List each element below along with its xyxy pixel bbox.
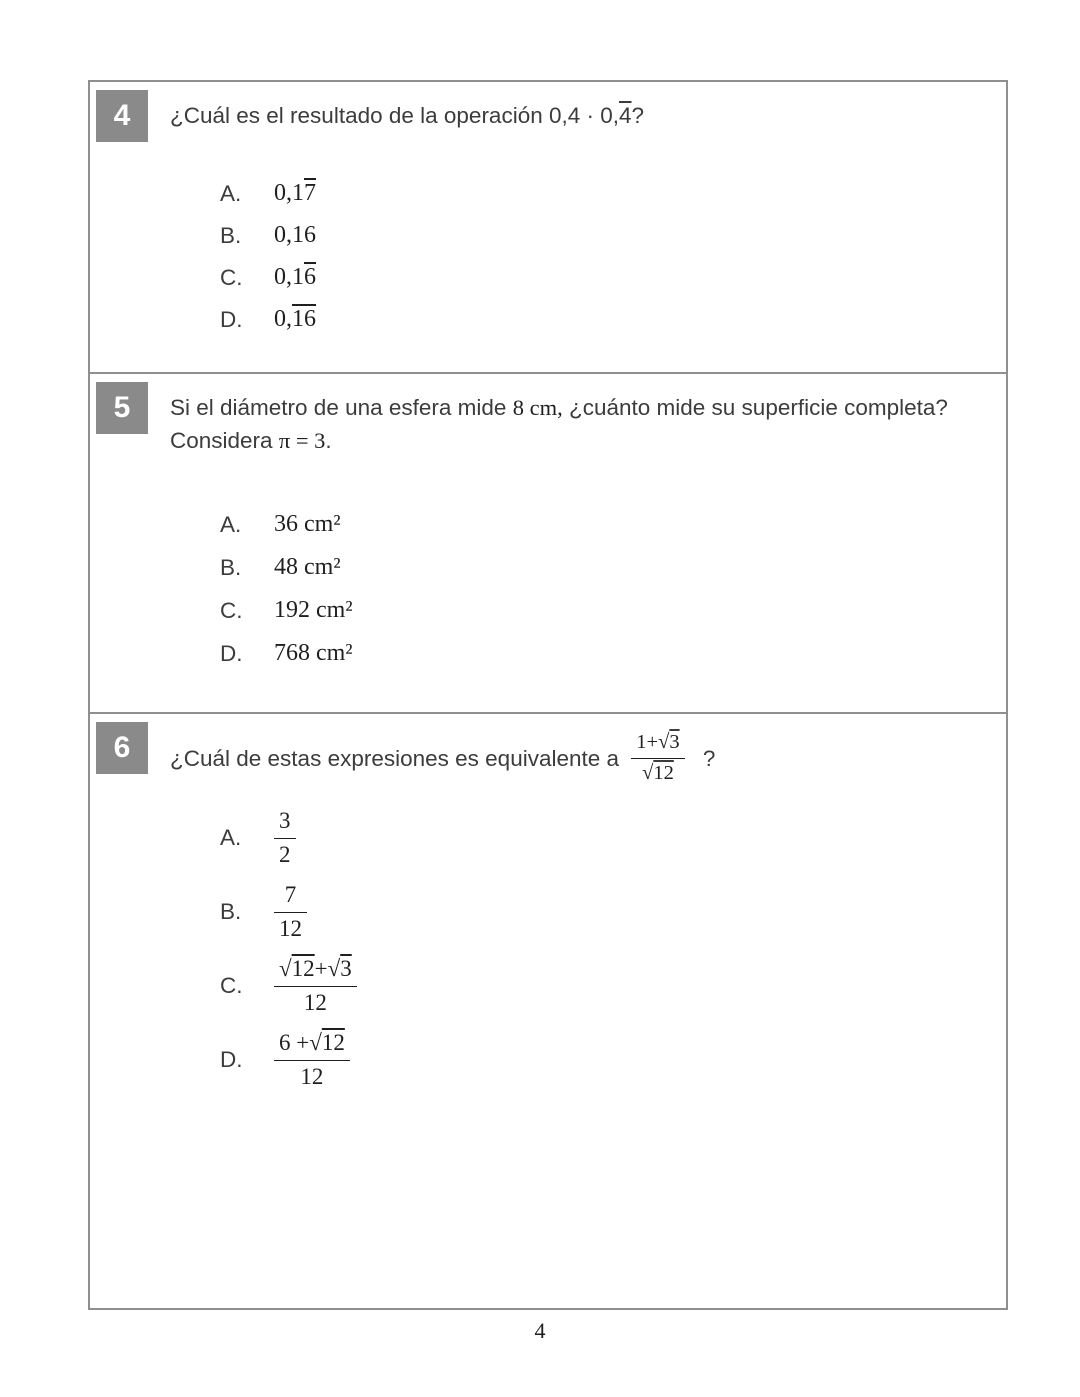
- questions-box: [88, 80, 1008, 1310]
- option-label: A.: [220, 180, 242, 206]
- option-label: D.: [220, 640, 243, 666]
- denominator-text: 12: [300, 1063, 324, 1089]
- option-row: [220, 546, 950, 589]
- question-6-options: [220, 806, 950, 1092]
- stem-text-end: ?: [631, 103, 645, 128]
- denominator-text: 2: [279, 841, 291, 867]
- question-4-content: [90, 82, 1006, 341]
- option-row: [220, 589, 950, 632]
- question-5-number-badge: 5: [96, 382, 148, 434]
- fraction-numerator: [274, 807, 296, 838]
- option-row: [220, 503, 950, 546]
- option-value: 48 cm²: [274, 554, 341, 581]
- option-label: C.: [220, 264, 243, 290]
- stem-text: ¿Cuál es el resultado de la operación 0,4 · 0,: [170, 103, 620, 128]
- question-4-section: [90, 82, 1006, 372]
- question-4-stem: [170, 100, 950, 133]
- option-label: B.: [220, 222, 242, 248]
- fraction-denominator: [274, 838, 296, 870]
- value-text: 0,1: [274, 180, 304, 207]
- denominator-text: √: [642, 761, 654, 784]
- fraction-numerator: [274, 955, 357, 986]
- option-row: [220, 1028, 950, 1092]
- question-5-content: [90, 374, 1006, 675]
- numerator-text: 6 +√: [279, 1030, 322, 1055]
- fraction-denominator: [274, 986, 357, 1018]
- overlined-digits: 6: [304, 264, 316, 291]
- question-4-number-badge: 4: [96, 90, 148, 142]
- page-number: 4: [534, 1318, 546, 1343]
- fraction-numerator: [274, 1029, 350, 1060]
- radicand: 3: [669, 731, 680, 753]
- option-fraction: [274, 807, 296, 870]
- overlined-digits: 16: [292, 306, 316, 333]
- option-value: [274, 180, 316, 207]
- option-label: B.: [220, 554, 242, 580]
- option-label: B.: [220, 899, 242, 925]
- overlined-digits: 7: [304, 180, 316, 207]
- option-row: [220, 299, 950, 341]
- question-5-options: [220, 503, 950, 675]
- stem-text: ¿Cuál de estas expresiones es equivalente a: [170, 746, 620, 772]
- question-5-section: [90, 372, 1006, 712]
- value-text: 0,: [274, 306, 292, 333]
- option-value: [274, 222, 316, 249]
- option-label: D.: [220, 306, 243, 332]
- stem-text: Si el diámetro de una esfera mide: [170, 395, 507, 420]
- denominator-text: 12: [279, 915, 302, 941]
- question-6-section: [90, 712, 1006, 1308]
- option-value: 36 cm²: [274, 511, 341, 538]
- option-label: C.: [220, 597, 243, 623]
- option-row: [220, 806, 950, 870]
- stem-text-end: ?: [702, 746, 716, 772]
- fraction-denominator: [631, 758, 684, 787]
- question-5-stem: [170, 392, 950, 457]
- option-label: A.: [220, 825, 242, 851]
- option-label: D.: [220, 1047, 243, 1073]
- option-row: [220, 257, 950, 299]
- option-value: [274, 306, 316, 333]
- option-row: [220, 954, 950, 1018]
- math-text: 8 cm,: [512, 395, 563, 420]
- question-6-content: [90, 714, 1006, 1092]
- option-fraction: [274, 1029, 350, 1092]
- question-6-stem: [170, 732, 950, 788]
- denominator-text: 12: [303, 989, 327, 1015]
- option-label: A.: [220, 511, 242, 537]
- option-value: 192 cm²: [274, 597, 353, 624]
- numerator-text: 1+√: [636, 731, 670, 753]
- math-text: π = 3: [278, 427, 326, 453]
- fraction-numerator: [274, 881, 307, 912]
- option-row: [220, 880, 950, 944]
- radicand: 12: [653, 761, 674, 784]
- option-row: [220, 632, 950, 675]
- value-text: 0,16: [274, 222, 316, 249]
- numerator-text: 3: [279, 808, 291, 833]
- radicand: 12: [321, 1030, 345, 1055]
- question-6-number-badge: 6: [96, 722, 148, 774]
- question-4-options: [220, 173, 950, 341]
- stem-fraction: [631, 730, 684, 786]
- numerator-text: +√: [314, 956, 341, 981]
- option-value: 768 cm²: [274, 640, 353, 667]
- radicand: 12: [291, 956, 315, 981]
- value-text: 0,1: [274, 264, 304, 291]
- stem-text-end: .: [325, 427, 332, 453]
- option-fraction: [274, 881, 307, 944]
- option-label: C.: [220, 973, 243, 999]
- overlined-digit: 4: [619, 103, 632, 128]
- option-row: [220, 215, 950, 257]
- radicand: 3: [340, 956, 352, 981]
- numerator-text: √: [279, 956, 292, 981]
- fraction-numerator: [631, 730, 684, 758]
- option-value: [274, 264, 316, 291]
- fraction-denominator: [274, 912, 307, 944]
- fraction-denominator: [274, 1060, 350, 1092]
- option-row: [220, 173, 950, 215]
- stem-text: ¿cuánto mide su superficie completa? Considera: [170, 395, 948, 453]
- option-fraction: [274, 955, 357, 1018]
- numerator-text: 7: [284, 882, 297, 907]
